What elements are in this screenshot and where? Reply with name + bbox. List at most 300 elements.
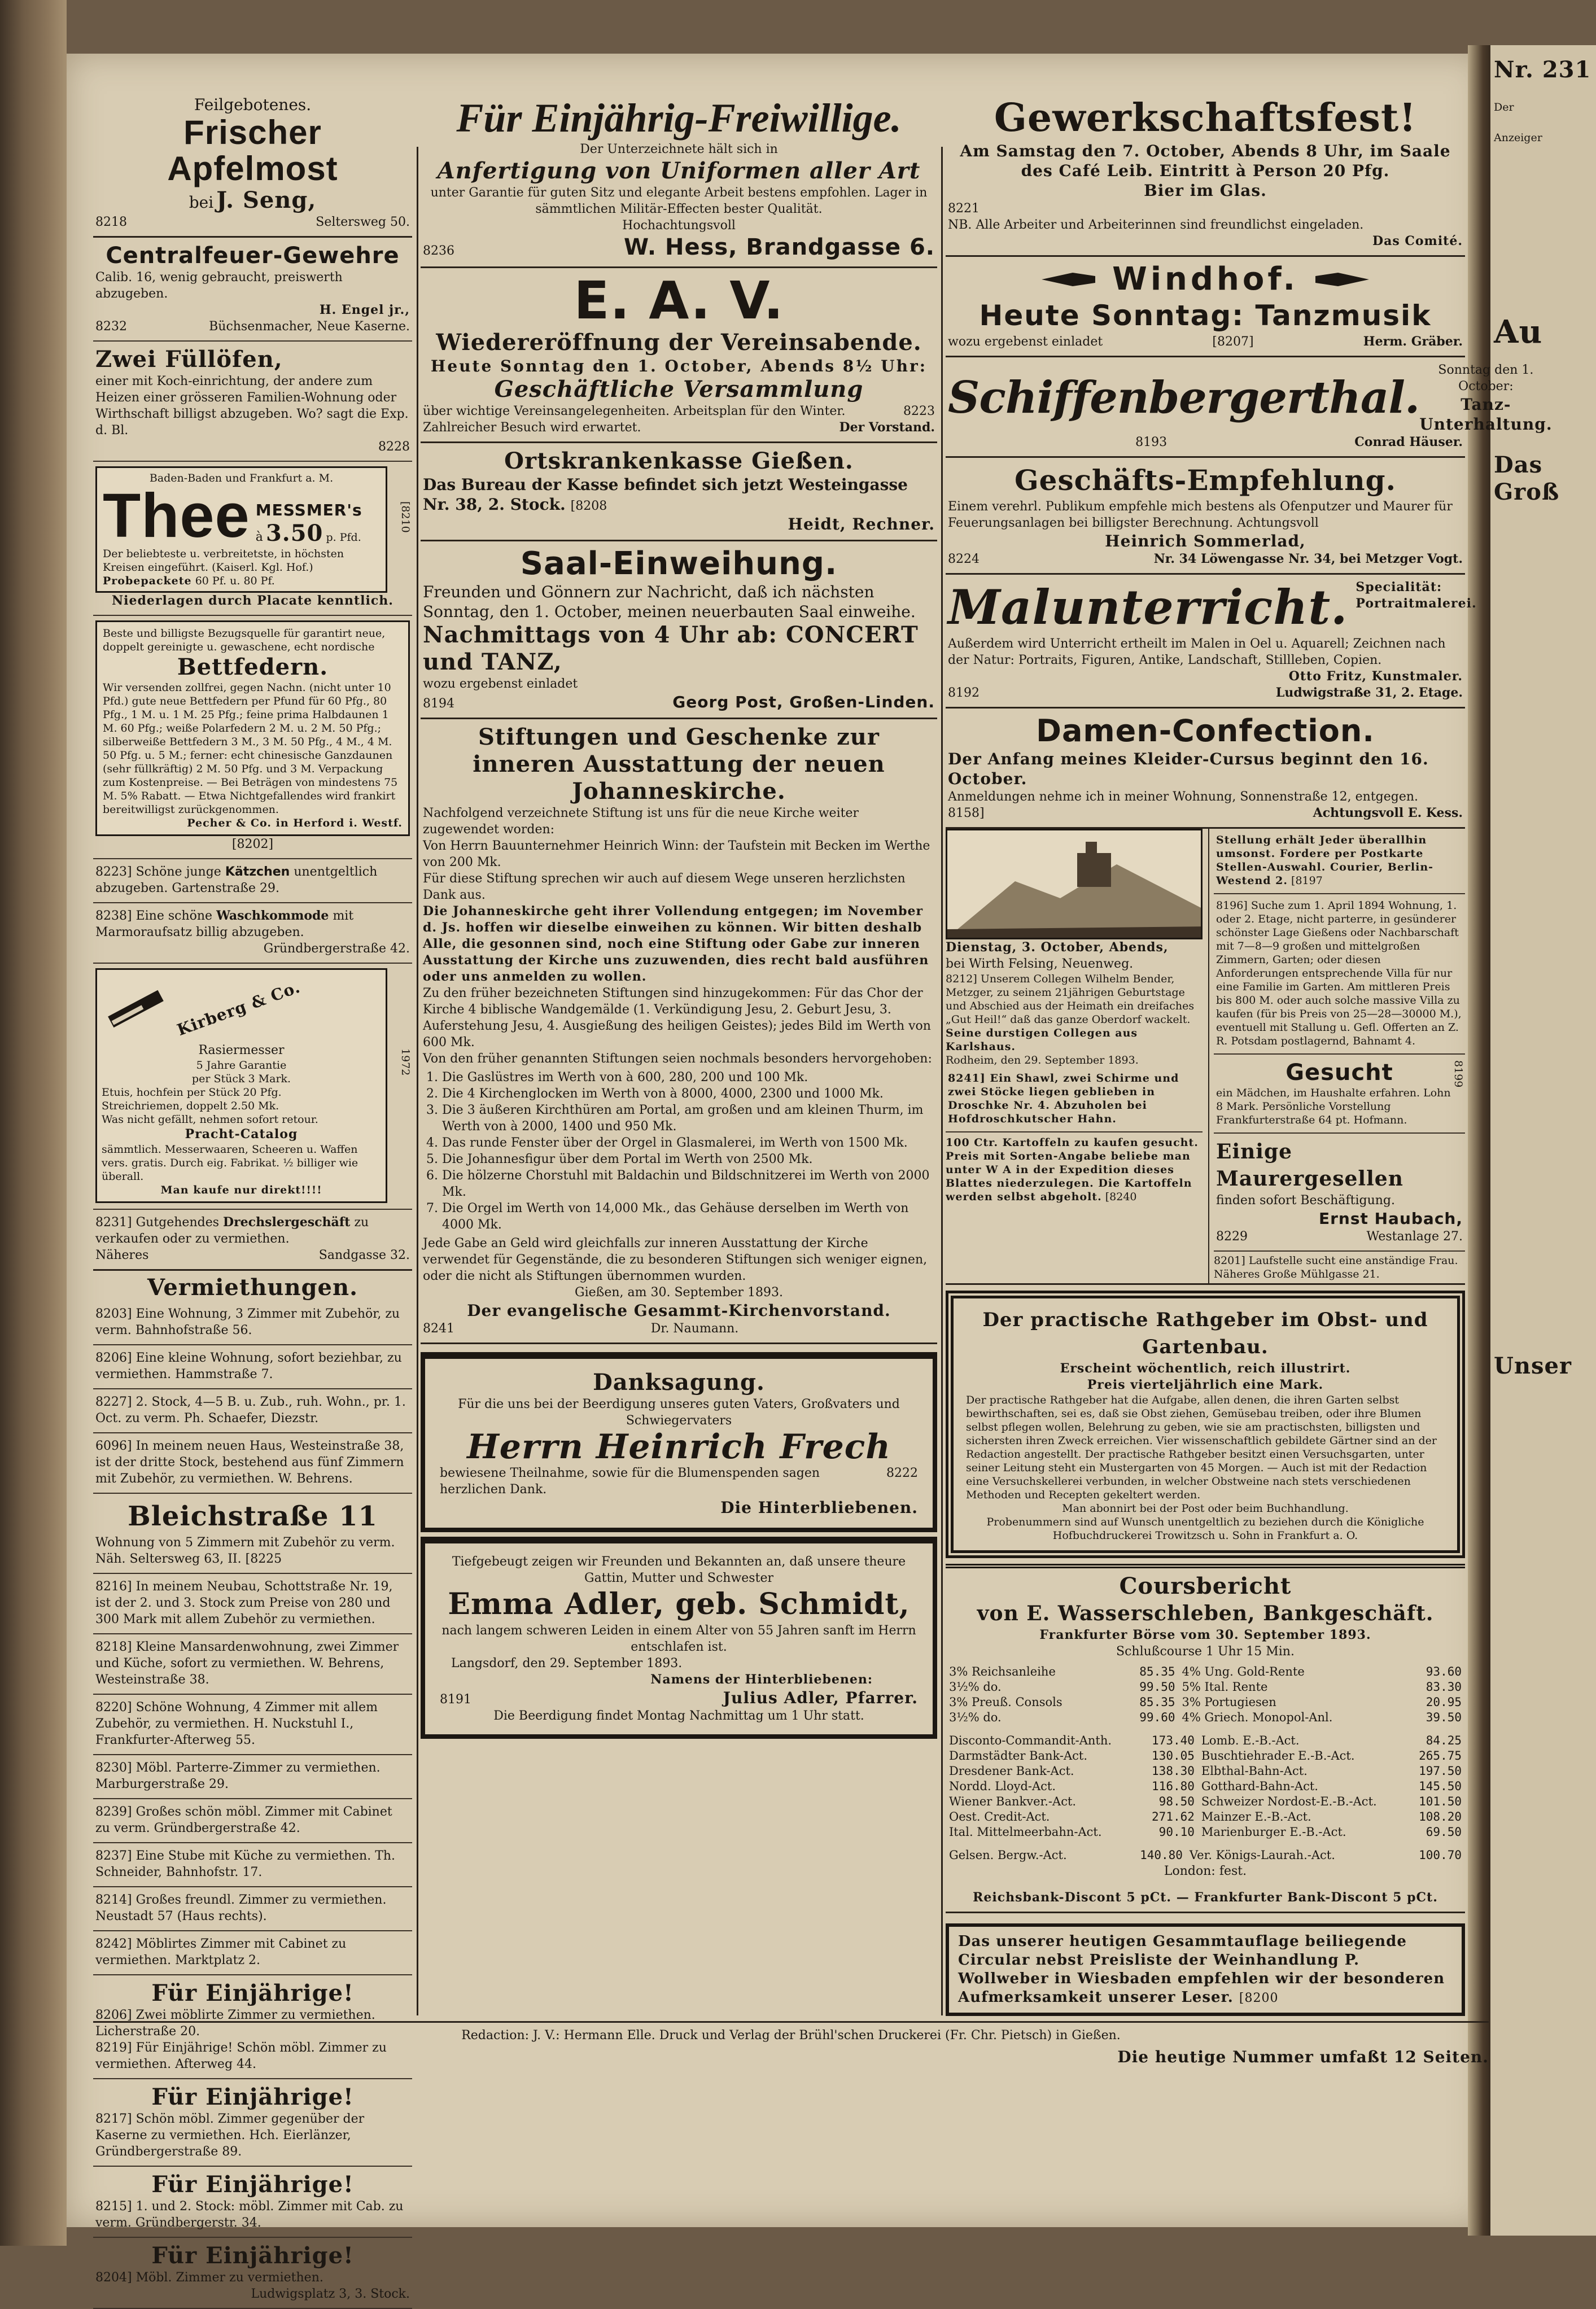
table-row (946, 1764, 1465, 1779)
ad-number: [8208 (570, 499, 607, 513)
gesucht-side-number: 8199 (1452, 1060, 1464, 1088)
table-cell: 197.50 (1419, 1764, 1462, 1778)
ad-number: 8228 (378, 440, 410, 454)
ad-number: 8193 (1135, 435, 1168, 449)
cours-table-1 (946, 1664, 1465, 1725)
ad-number: 8196] (1216, 899, 1248, 912)
einjaehrige-text: 1. und 2. Stock: möbl. Zimmer mit Cab. zu verm. Gründbergerstr. 34. (95, 2199, 404, 2230)
stiftung-p2: Von Herrn Bauunternehmer Heinrich Winn: der Taufstein mit Becken im Werthe von 200 Mk. (423, 839, 930, 869)
ad-drechsler (93, 1210, 412, 1271)
list-item (93, 1799, 412, 1843)
geschaeft-address: Nr. 34 Löwengasse Nr. 34, bei Metzger Vogt. (1153, 552, 1463, 566)
rental-text: Eine Wohnung, 3 Zimmer mit Zubehör, zu verm. Bahnhofstraße 56. (95, 1307, 400, 1337)
einjaehrige-title: Für Einjährige! (151, 2084, 354, 2110)
razor-text2: sämmtlich. Messerwaaren, Scheeren u. Waffen vers. gratis. Durch eig. Fabrikat. ½ billiger wie überall. (102, 1143, 358, 1183)
ad-number: 8223 (903, 404, 935, 418)
thee-price: 3.50 (265, 520, 323, 546)
laufstelle-text: Laufstelle sucht eine anständige Frau. Näheres Große Mühlgasse 21. (1214, 1254, 1458, 1280)
table-cell: Disconto-Commandit-Anth. (949, 1734, 1112, 1747)
ad-uniformen (421, 90, 937, 268)
castle-sign: Seine durstigen Collegen aus Karlshaus. (946, 1027, 1138, 1053)
thee-side-number: [8210 (399, 501, 412, 533)
uniform-line2: unter Garantie für guten Sitz und elegante Arbeit bestens empfohlen. Lager in sämmtlichen Militär-Effecten bester Qualität. (430, 186, 928, 216)
kranken-text: Das Bureau der Kasse befindet sich jetzt Westeingasse Nr. 38, 2. Stock. (423, 475, 908, 514)
ad-number: 8242] (95, 1937, 132, 1951)
gewerk-beer: Bier im Glas. (1144, 181, 1267, 200)
stiftung-list (423, 1069, 935, 1233)
damen-title: Damen-Confection. (1036, 713, 1375, 749)
table-cell: Gotthard-Bahn-Act. (1201, 1779, 1318, 1793)
ad-number: 8217] (95, 2112, 132, 2126)
ad-eav (421, 268, 937, 443)
ad-number: 8218 (95, 215, 127, 229)
rental-text: In meinem Neubau, Schottstraße Nr. 19, ist der 2. und 3. Stock zum Preise von 280 und 300 Mark mit allem Zubehör zu vermiethen. (95, 1580, 393, 1626)
table-cell: 85.35 (1139, 1665, 1175, 1678)
table-cell: 20.95 (1426, 1695, 1462, 1709)
drechsler-rest: zu verkaufen oder zu vermiethen. (95, 1215, 369, 1246)
razor-frame (95, 968, 387, 1203)
cours-table-2 (946, 1733, 1465, 1840)
ad-number: 8206] (95, 2008, 132, 2022)
stiftung-p5: Zu den früher bezeichneten Stiftungen sind hinzugekommen: Für das Chor der Kirche 4 biblische Wandgemälde (1. Verkündigung Jesu, 2. Geburt Jesu, 3. Auferstehung Jesu, 4. Ausgießung des heiligen Geistes); jedes Bild im Werth von 600 Mk. (423, 986, 931, 1049)
table-cell: 101.50 (1419, 1795, 1462, 1808)
dank-line2: bewiesene Theilnahme, sowie für die Blumenspenden sagen herzlichen Dank. (440, 1466, 820, 1497)
kommode-rest: mit Marmoraufsatz billig abzugeben. (95, 909, 354, 939)
table-cell: Ital. Mittelmeerbahn-Act. (949, 1825, 1102, 1839)
ad-rasiermesser (93, 964, 412, 1210)
einjaehrige-text: Zwei möblirte Zimmer zu vermiethen. Licherstraße 20. (95, 2008, 375, 2039)
ad-number: 8232 (95, 320, 127, 334)
list-item (93, 1887, 412, 1931)
einjaehrige-title: Für Einjährige! (151, 2242, 354, 2269)
thee-frame (95, 466, 387, 593)
ad-bettfedern (93, 616, 412, 859)
ad-number: 8224 (948, 552, 980, 566)
apfelmost-title: Frischer Apfelmost (167, 113, 338, 187)
table-cell: 39.50 (1426, 1711, 1462, 1724)
drechsler-left: Näheres (95, 1248, 149, 1262)
ad-number: 8194 (423, 697, 454, 711)
table-row (946, 1664, 1465, 1680)
table-cell: 4% Griech. Monopol-Anl. (1182, 1711, 1333, 1724)
adler-date: Langsdorf, den 29. September 1893. (451, 1656, 683, 1670)
ad-number: 8216] (95, 1580, 132, 1594)
table-cell: 140.80 (1140, 1848, 1183, 1862)
table-row (946, 1825, 1465, 1840)
thee-brand: MESSMER's (255, 501, 362, 519)
table-cell: 90.10 (1158, 1825, 1195, 1839)
table-cell: Marienburger E.-B.-Act. (1201, 1825, 1346, 1839)
uniform-line1: Der Unterzeichnete hält sich in (580, 142, 778, 156)
list-item (93, 1695, 412, 1755)
rental-text: Großes schön möbl. Zimmer mit Cabinet zu verm. Gründbergerstraße 42. (95, 1805, 392, 1835)
table-cell: 173.40 (1152, 1734, 1195, 1747)
kommode-word: Waschkommode (216, 908, 329, 923)
rental-text: Eine Stube mit Küche zu vermiethen. Th. Schneider, Bahnhofstr. 17. (95, 1849, 396, 1879)
ad-gewerkschaftsfest (946, 90, 1465, 257)
ad-einjaehrige-4 (93, 2238, 412, 2309)
table-cell: 99.50 (1139, 1680, 1175, 1694)
stiftung-date: Gießen, am 30. September 1893. (575, 1285, 783, 1300)
adler-line1: Tiefgebeugt zeigen wir Freunden und Bekannten an, daß unsere theure Gattin, Mutter und Schwester (452, 1555, 906, 1585)
stiftung-p7: Jede Gabe an Geld wird gleichfalls zur inneren Ausstattung der Kirche verwendet für Gegenstände, die zu besonderen Stiftungen sich weniger eignen, oder die nicht als Stiftungen übernommen wurden. (423, 1236, 928, 1283)
table-cell: 130.05 (1152, 1749, 1195, 1763)
table-cell: Wiener Bankver.-Act. (949, 1795, 1077, 1808)
saal-big: Nachmittags von 4 Uhr ab: CONCERT und TANZ, (423, 622, 919, 675)
table-cell: 98.50 (1158, 1795, 1195, 1808)
ad-number: 8214] (95, 1893, 132, 1907)
schiff-name: Conrad Häuser. (1354, 435, 1463, 449)
kaetzchen-rest: unentgeltlich abzugeben. Gartenstraße 29. (95, 865, 378, 895)
table-cell: 271.62 (1152, 1810, 1195, 1823)
saal-polite: wozu ergebenst einladet (423, 677, 578, 691)
ad-number: 8158] (948, 806, 985, 820)
rathgeber-probe: Probenummern sind auf Wunsch unentgeltlich zu beziehen durch die Königliche Hofbuchdruckerei Trowitzsch u. Sohn in Frankfurt a. O. (986, 1516, 1424, 1542)
table-cell: 69.50 (1426, 1825, 1462, 1839)
stiftung-p1: Nachfolgend verzeichnete Stiftung ist uns für die neue Kirche weiter zugewendet worden: (423, 806, 859, 837)
ad-number: 8219] (95, 2041, 132, 2055)
rental-text: Eine kleine Wohnung, sofort beziehbar, zu vermiethen. Hammstraße 7. (95, 1351, 402, 1381)
footer-imprint: Redaction: J. V.: Hermann Elle. Druck und Verlag der Brühl'schen Druckerei (Fr. Chr. Pietsch) in Gießen. (93, 2021, 1489, 2044)
razor-line1: 5 Jahre Garantie (196, 1059, 287, 1072)
ad-number: [8197 (1291, 874, 1323, 887)
ad-number: 8221 (948, 202, 980, 216)
ad-einjaehrige-3 (93, 2167, 412, 2238)
ad-number: 8192 (948, 686, 980, 700)
ad-fuelloefen (93, 342, 412, 462)
table-cell: Gelsen. Bergw.-Act. (949, 1848, 1067, 1862)
uniform-polite: Hochachtungsvoll (622, 218, 736, 233)
ad-number: 8237] (95, 1849, 132, 1863)
apfelmost-address: Seltersweg 50. (316, 215, 410, 229)
list-item (93, 1843, 412, 1887)
table-cell: 3½% do. (949, 1711, 1002, 1724)
eav-date: Heute Sonntag den 1. October, Abends 8½ Uhr: (430, 357, 928, 375)
rental-text: Möbl. Parterre-Zimmer zu vermiethen. Marburgerstraße 29. (95, 1761, 381, 1791)
column-rule-1 (417, 147, 418, 2015)
rathgeber-price: Preis vierteljährlich eine Mark. (1087, 1377, 1324, 1392)
malen-title: Malunterricht. (948, 579, 1348, 635)
ad-number: 8241] (948, 1072, 986, 1084)
list-item (93, 1634, 412, 1695)
ad-number: 8222 (886, 1466, 918, 1480)
shawl-text: Ein Shawl, zwei Schirme und zwei Stöcke liegen geblieben in Droschke Nr. 4. Abzuholen bei Hofdroschkutscher Hahn. (948, 1072, 1179, 1125)
feuerwaffen-title: Centralfeuer-Gewehre (106, 243, 400, 269)
saal-title: Saal-Einweihung. (520, 545, 838, 582)
table-row (946, 1733, 1465, 1748)
cours-london: London: fest. (1164, 1864, 1247, 1878)
feuerwaffen-name: H. Engel jr., (319, 303, 410, 317)
ad-number: 8201] (1214, 1254, 1245, 1267)
table-cell: 108.20 (1419, 1810, 1462, 1823)
table-cell: 4% Ung. Gold-Rente (1182, 1665, 1305, 1678)
next-page-fragment-5: Unser (1494, 1353, 1572, 1379)
ad-damen-confection (946, 709, 1465, 829)
table-row (946, 1794, 1465, 1809)
list-item (93, 1345, 412, 1389)
bleich-text: Wohnung von 5 Zimmern mit Zubehör zu verm. Näh. Seltersweg 63, II. (95, 1536, 395, 1566)
table-cell: 5% Ital. Rente (1182, 1680, 1268, 1694)
thee-text: Der beliebteste u. verbreitetste, in höchsten Kreisen eingeführt. (Kaiserl. Kgl. Hof.) (103, 548, 344, 574)
dank-line1: Für die uns bei der Beerdigung unseres guten Vaters, Großvaters und Schwiegervaters (458, 1397, 900, 1428)
drechsler-text: Gutgehendes (135, 1215, 220, 1230)
stiftung-sign: Der evangelische Gesammt-Kirchenvorstand. (467, 1301, 891, 1320)
table-row (946, 1748, 1465, 1764)
razor-icon (102, 974, 169, 1042)
cours-sub: von E. Wasserschleben, Bankgeschäft. (977, 1602, 1434, 1625)
cours-line2: Schlußcourse 1 Uhr 15 Min. (1116, 1645, 1295, 1659)
bettfedern-intro: Beste und billigste Bezugsquelle für garantirt neue, doppelt gereinigte u. gewaschene, echt nordische (103, 627, 386, 653)
table-cell: Oest. Credit-Act. (949, 1810, 1050, 1823)
rathgeber-text: Der practische Rathgeber hat die Aufgabe, allen denen, die ihren Garten selbst bewirthschaften, sei es, daß sie Obst ziehen, Gemüsebau treiben, oder ihre Blumen selbst pflegen wollen, Belehrung zu geben, wie sie am practischsten, billigsten und sichersten ihren Zweck erreichen. Vier wissenschaftlich gebildete Gärtner sind an der Redaction angestellt. Der practische Rathgeber besitzt einen Versuchsgarten, unter seiner Leitung steht ein Mustergarten von 45 Morgen. — Auch ist mit der Redaction eine Versuchskellerei verbunden, in welcher Obstweine nach stets verschiedenen Methoden und Recepten gekeltert werden. (966, 1394, 1437, 1501)
table-cell: Ver. Königs-Laurah.-Act. (1189, 1848, 1335, 1862)
ad-number: [8200 (1239, 1991, 1279, 2005)
list-item: 7. Die Orgel im Werth von 14,000 Mk., das Gehäuse derselben im Werth von 4000 Mk. (442, 1200, 935, 1233)
uniform-name: W. Hess, Brandgasse 6. (624, 234, 935, 260)
book-edge (0, 0, 67, 2246)
ad-saal-einweihung (421, 541, 937, 719)
ad-number: 8204] (95, 2271, 132, 2285)
eav-expect: Zahlreicher Besuch wird erwartet. (423, 421, 641, 435)
damen-text: Der Anfang meines Kleider-Cursus beginnt den 16. October. (948, 750, 1429, 788)
list-item (93, 1433, 412, 1494)
ad-einjaehrige-2 (93, 2079, 412, 2167)
ad-number: 8220] (95, 1700, 132, 1715)
malen-name: Otto Fritz, Kunstmaler. (1288, 669, 1463, 684)
malen-text: Außerdem wird Unterricht ertheilt im Malen in Oel u. Aquarell; Zeichnen nach der Natur: Portraits, Figuren, Antike, Landschaft, Stillleben, Copien. (948, 637, 1446, 667)
drechsler-word: Drechslergeschäft (223, 1215, 351, 1230)
list-item: 5. Die Johannesfigur über dem Portal im Werth von 2500 Mk. (442, 1151, 935, 1167)
wohnung-text: Suche zum 1. April 1894 Wohnung, 1. oder 2. Etage, nicht parterre, in gesünderer schönster Lage Gießens oder Nachbarschaft mit 7—8—9 großen und mittelgroßen Zimmern, Garten; oder diesen Anforderungen entsprechende Villa für nur eine Familie im Garten. Am mittleren Preis bis 800 M. oder auch solche massive Villa zu kaufen (für bis Preis von 25—28—30000 M.), eventuell mit Stallung u. Gefl. Offerten an Z. R. Potsdam postlagernd, Bahnamt 4. (1216, 899, 1462, 1047)
table-row (946, 1848, 1465, 1863)
eav-sign: Der Vorstand. (839, 420, 935, 435)
table-row (946, 1695, 1465, 1710)
uniform-big: Anfertigung von Uniformen aller Art (437, 158, 921, 184)
razor-brand: Kirberg & Co. (174, 977, 303, 1039)
thee-top: Baden-Baden und Frankfurt a. M. (149, 472, 334, 484)
table-cell: Mainzer E.-B.-Act. (1201, 1810, 1311, 1823)
damen-sign: Achtungsvoll E. Kess. (1313, 806, 1463, 820)
gewerk-title: Gewerkschaftsfest! (994, 95, 1417, 141)
next-page-issue-label: Nr. 231 (1494, 56, 1591, 83)
list-item (93, 1755, 412, 1799)
ad-number: 8229 (1216, 1230, 1248, 1244)
ad-danksagung (421, 1352, 937, 1532)
castle-date: Dienstag, 3. October, Abends, (946, 940, 1169, 955)
saal-name: Georg Post, Großen-Linden. (672, 693, 935, 711)
stiftung-p4: Die Johanneskirche geht ihrer Vollendung entgegen; im November d. Js. hoffen wir dieselbe einweihen zu können. Wir bitten deshalb Alle, die gesonnen sind, noch eine Stiftung oder Gabe zur inneren Ausstattung der Kirche uns zuzuwenden, dies recht bald ausführen oder uns anmelden zu wollen. (423, 904, 929, 984)
ad-number: [8202] (231, 837, 274, 851)
kranken-sign: Heidt, Rechner. (788, 515, 935, 533)
ad-shawl (946, 1067, 1203, 1132)
table-cell: 116.80 (1152, 1779, 1195, 1793)
rathgeber-title: Der practische Rathgeber im Obst- und Gartenbau. (982, 1309, 1428, 1358)
castle-icon (947, 830, 1203, 938)
razor-line2: per Stück 3 Mark. (191, 1073, 291, 1085)
ad-number: 8238] (95, 909, 132, 923)
list-item: 4. Das runde Fenster über der Orgel in Glasmalerei, im Werth von 1500 Mk. (442, 1135, 935, 1151)
ad-number: 8206] (95, 1351, 132, 1365)
table-cell: Elbthal-Bahn-Act. (1201, 1764, 1308, 1778)
geschaeft-text: Einem verehrl. Publikum empfehle mich bestens als Ofenputzer und Maurer für Feuerungsanlagen bei billigster Berechnung. Achtungsvoll (948, 500, 1453, 530)
stiftung-p6: Von den früher genannten Stiftungen seien nochmals besonders hervorgehoben: (423, 1052, 932, 1066)
apfelmost-by: bei (189, 193, 214, 212)
ad-gesucht (1214, 1055, 1465, 1134)
ad-windhof (946, 257, 1465, 357)
ad-messmer-thee (93, 462, 412, 616)
razor-etuis: Etuis, hochfein per Stück 20 Pfg. (102, 1086, 282, 1099)
fuelloefen-title: Zwei Füllöfen, (95, 346, 283, 373)
geschaeft-title: Geschäfts-Empfehlung. (1014, 463, 1397, 497)
rental-text: Schöne Wohnung, 4 Zimmer mit allem Zubehör, zu vermiethen. H. Nuckstuhl I., Frankfurter-Afterweg 55. (95, 1700, 378, 1747)
razor-side-number: 1972 (399, 1048, 412, 1076)
next-page-fragment-3: Au (1494, 313, 1543, 351)
bettfedern-title: Bettfedern. (177, 654, 329, 680)
thee-unit: à (255, 530, 263, 544)
column-rule-2 (941, 147, 943, 2015)
eav-sub: Wiedereröffnung der Vereinsabende. (436, 329, 922, 356)
stiftung-signer: Dr. Naumann. (650, 1322, 739, 1336)
rental-text: In meinem neuen Haus, Westeinstraße 38, ist der dritte Stock, bestehend aus fünf Zimmern mit Zubehör, zu vermiethen. W. Behrens. (95, 1439, 404, 1486)
schiff-event: Tanz-Unterhaltung. (1419, 395, 1553, 434)
cours-table-3 (946, 1848, 1465, 1863)
thee-word: Thee (103, 481, 250, 550)
ad-number: 8223] (95, 865, 132, 879)
table-cell: 3% Preuß. Consols (949, 1695, 1062, 1709)
razor-catalog: Pracht-Catalog (185, 1127, 298, 1142)
ad-number: 8239] (95, 1805, 132, 1819)
ad-schiffenbergerthal (946, 357, 1553, 458)
ad-number: 8230] (95, 1761, 132, 1775)
table-cell: 3% Portugiesen (1182, 1695, 1276, 1709)
thee-probe: Probepackete (103, 575, 192, 587)
table-cell: Dresdener Bank-Act. (949, 1764, 1074, 1778)
adler-name: Emma Adler, geb. Schmidt, (448, 1587, 910, 1621)
table-cell: 265.75 (1419, 1749, 1462, 1763)
table-cell: 3% Reichsanleihe (949, 1665, 1056, 1678)
kaetzchen-word: Kätzchen (225, 865, 290, 879)
bettfedern-frame (95, 620, 410, 836)
rental-text: Großes freundl. Zimmer zu vermiethen. Neustadt 57 (Haus rechts). (95, 1893, 387, 1923)
maurer-address: Westanlage 27. (1366, 1230, 1463, 1244)
ad-number: [8225 (245, 1552, 282, 1566)
ad-number: [8240 (1105, 1191, 1137, 1203)
castle-place: bei Wirth Felsing, Neuenweg. (946, 957, 1134, 971)
maurer-name: Ernst Haubach, (1318, 1209, 1463, 1228)
rental-text: Möblirtes Zimmer mit Cabinet zu vermiethen. Marktplatz 2. (95, 1937, 347, 1967)
ad-maurergesellen (1214, 1134, 1465, 1252)
einjaehrige-title: Für Einjährige! (151, 2171, 354, 2198)
column-2 (421, 90, 937, 2065)
section-header-vermiethungen: Vermiethungen. (147, 1274, 358, 1301)
table-row (946, 1779, 1465, 1794)
next-page-fragment-4: Das Groß (1494, 452, 1560, 505)
damen-line: Anmeldungen nehme ich in meiner Wohnung, Sonnenstraße 12, entgegen. (948, 790, 1419, 804)
razor-label: Rasiermesser (198, 1043, 285, 1057)
table-cell: 93.60 (1426, 1665, 1462, 1678)
table-cell: 138.30 (1152, 1764, 1195, 1778)
windhof-title: Windhof. (1112, 261, 1298, 298)
circular-text: Das unserer heutigen Gesammtauflage beiliegende Circular nebst Preisliste der Weinhandlung P. Wollweber in Wiesbaden empfehlen wir der besonderen Aufmerksamkeit unserer Leser. (958, 1933, 1445, 2006)
ad-number: 8241 (423, 1322, 454, 1336)
uniform-title: Für Einjährig-Freiwillige. (456, 95, 902, 141)
castle-illustration (946, 829, 1203, 939)
kartoffel-text: 100 Ctr. Kartoffeln zu kaufen gesucht. Preis mit Sorten-Angabe beliebe man unter W A in der Expedition dieses Blattes niederzulegen. Die Kartoffeln werden selbst abgeholt. (946, 1136, 1199, 1203)
table-row (946, 1809, 1465, 1825)
ad-circular (946, 1923, 1465, 2016)
gesucht-title: Gesucht (1285, 1060, 1393, 1086)
cours-line: Frankfurter Börse vom 30. September 1893. (1039, 1628, 1371, 1642)
ad-krankenkasse (421, 443, 937, 541)
ad-feuerwaffen (93, 238, 412, 342)
list-item (93, 1389, 412, 1433)
bleich-title: Bleichstraße 11 (128, 1501, 378, 1532)
table-cell: Schweizer Nordost-E.-B.-Act. (1201, 1795, 1377, 1808)
fuelloefen-text: einer mit Koch-einrichtung, der andere zum Heizen einer grösseren Familien-Wohnung oder Wirthschaft billigst abzugeben. Wo? sagt die Exp. d. Bl. (95, 374, 409, 438)
table-cell: Darmstädter Bank-Act. (949, 1749, 1088, 1763)
castle-text: Unserem Collegen Wilhelm Bender, Metzger, zu seinem 21jährigen Geburtstage und Abschied aus der Heimath ein dreifaches „Gut Heil!“ daß das ganze Oberdorf wackelt. (946, 973, 1195, 1026)
list-item: 1. Die Gaslüstres im Werth von à 600, 280, 200 und 100 Mk. (442, 1069, 935, 1086)
table-cell: 3½% do. (949, 1680, 1002, 1694)
table-cell: 100.70 (1419, 1848, 1462, 1862)
bettfedern-firm: Pecher & Co. in Herford i. Westf. (187, 817, 403, 829)
saal-text: Freunden und Gönnern zur Nachricht, daß ich nächsten Sonntag, den 1. October, meinen neuerbauten Saal einweihe. (423, 583, 916, 621)
table-cell: 99.60 (1139, 1711, 1175, 1724)
ad-number: 8215] (95, 2199, 132, 2214)
ad-stiftungen (421, 719, 937, 1344)
stiftung-title: Stiftungen und Geschenke zur inneren Ausstattung der neuen Johanneskirche. (473, 724, 885, 804)
eav-topics: über wichtige Vereinsangelegenheiten. Arbeitsplan für den Winter. (423, 404, 846, 418)
schiff-title: Schiffenbergerthal. (948, 372, 1420, 423)
list-item (93, 1574, 412, 1634)
list-item (93, 1301, 412, 1345)
gewerk-sign: Das Comité. (1372, 234, 1463, 248)
table-row (946, 1680, 1465, 1695)
kommode-address: Gründbergerstraße 42. (263, 942, 410, 956)
cours-discount: Reichsbank-Discont 5 pCt. — Frankfurter Bank-Discont 5 pCt. (946, 1879, 1465, 1913)
eav-title: E. A. V. (574, 270, 784, 331)
gewerk-note: NB. Alle Arbeiter und Arbeiterinnen sind freundlichst eingeladen. (948, 218, 1364, 232)
einjaehrige-text: Für Einjährige! Schön möbl. Zimmer zu vermiethen. Afterweg 44. (95, 2041, 387, 2071)
maurer-title: Einige Maurergesellen (1216, 1140, 1403, 1191)
stellung-text: Stellung erhält Jeder überallhin umsonst. Fordere per Postkarte Stellen-Auswahl. Courier, Berlin-Westend 2. (1216, 834, 1434, 887)
einjaehrige-address: Ludwigsplatz 3, 3. Stock. (251, 2287, 410, 2301)
geschaeft-name: Heinrich Sommerlad, (1105, 532, 1306, 550)
rathgeber-sub: Erscheint wöchentlich, reich illustrirt. (1060, 1361, 1351, 1376)
dank-title: Danksagung. (593, 1369, 765, 1396)
ad-number: 8231] (95, 1215, 132, 1230)
ad-waschkommode (93, 903, 412, 964)
table-cell: Nordd. Lloyd-Act. (949, 1779, 1056, 1793)
apfelmost-name: J. Seng, (216, 187, 317, 213)
page-footer (93, 2021, 1489, 2067)
list-item: 3. Die 3 äußeren Kirchthüren am Portal, am großen und am kleinen Thurm, im Werth von à 2000, 1400 und 950 Mk. (442, 1102, 935, 1135)
table-cell: Lomb. E.-B.-Act. (1201, 1734, 1300, 1747)
razor-streich: Streichriemen, doppelt 2.50 Mk. (102, 1100, 279, 1112)
windhof-polite: wozu ergebenst einladet (948, 335, 1103, 349)
malen-spec: Specialität: Portraitmalerei. (1355, 580, 1477, 611)
adler-names-label: Namens der Hinterbliebenen: (650, 1672, 873, 1687)
ad-number: 6096] (95, 1439, 132, 1453)
table-cell: Buschtiehrader E.-B.-Act. (1201, 1749, 1355, 1763)
ad-coursbericht (946, 1564, 1465, 1913)
einjaehrige-title: Für Einjährige! (151, 1980, 354, 2006)
next-page-fragment-2: Anzeiger (1494, 132, 1542, 144)
einjaehrige-text: Möbl. Zimmer zu vermiethen. (135, 2271, 323, 2285)
split-block (946, 829, 1465, 1285)
table-row (946, 1710, 1465, 1725)
section-header-feilgebotenes: Feilgebotenes. (194, 95, 312, 114)
